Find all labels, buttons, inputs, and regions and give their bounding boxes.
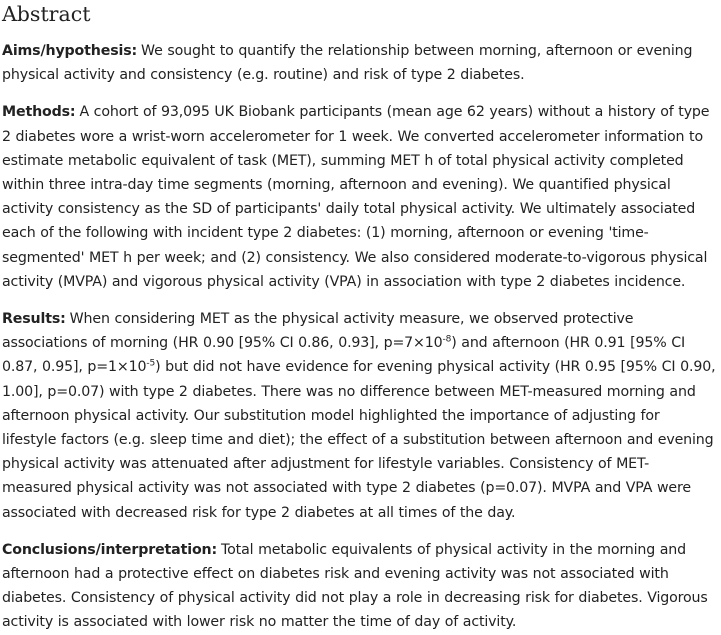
results-paragraph	[2, 307, 718, 525]
results-text-part2: ) and afternoon (HR 0.91 [95% CI 0.87, 0.95], p=1×10	[2, 335, 685, 376]
methods-text: A cohort of 93,095 UK Biobank participants (mean age 62 years) without a history of type 2 diabetes wore a wrist-worn accelerometer for 1 week. We converted accelerometer information to estimate metabolic equivalent of task (MET), summing MET h of total physical activity completed within three intra-day time segments (morning, afternoon and evening). We quantified physical activity consistency as the SD of participants' daily total physical activity. We ultimately associated each of the following with incident type 2 diabetes: (1) morning, afternoon or evening 'time-segmented' MET h per week; and (2) consistency. We also considered moderate-to-vigorous physical activity (MVPA) and vigorous physical activity (VPA) in association with type 2 diabetes incidence.	[2, 104, 710, 290]
conclusions-paragraph	[2, 538, 718, 635]
conclusions-text: Total metabolic equivalents of physical activity in the morning and afternoon had a protective effect on diabetes risk and evening activity was not associated with diabetes. Consistency of physical activity did not play a role in decreasing risk for diabetes. Vigorous activity is associated with lower risk no matter the time of day of activity.	[2, 541, 708, 631]
results-exponent-2: -5	[146, 358, 156, 369]
aims-paragraph	[2, 39, 718, 87]
results-exponent-1: -8	[442, 334, 452, 345]
abstract-section	[2, 0, 718, 635]
abstract-heading: Abstract	[2, 2, 91, 26]
methods-paragraph	[2, 100, 718, 294]
results-text-part3: ) but did not have evidence for evening physical activity (HR 0.95 [95% CI 0.90, 1.00], p=0.07) with type 2 diabetes. There was no difference between MET-measured morning and afternoon physical activity. Our substitution model highlighted the importance of adjusting for lifestyle factors (e.g. sleep time and diet); the effect of a substitution between afternoon and evening physical activity was attenuated after adjustment for lifestyle variables. Consistency of MET-measured physical activity was not associated with type 2 diabetes (p=0.07). MVPA and VPA were associated with decreased risk for type 2 diabetes at all times of the day.	[2, 359, 716, 521]
conclusions-label: Conclusions/interpretation:	[2, 541, 218, 558]
aims-text: We sought to quantify the relationship between morning, afternoon or evening physical activity and consistency (e.g. routine) and risk of type 2 diabetes.	[2, 43, 693, 84]
results-text-part1: When considering MET as the physical activity measure, we observed protective associations of morning (HR 0.90 [95% CI 0.86, 0.93], p=7×10	[2, 311, 634, 352]
aims-label: Aims/hypothesis:	[2, 43, 138, 59]
methods-label: Methods:	[2, 104, 76, 121]
results-label: Results:	[2, 311, 66, 328]
